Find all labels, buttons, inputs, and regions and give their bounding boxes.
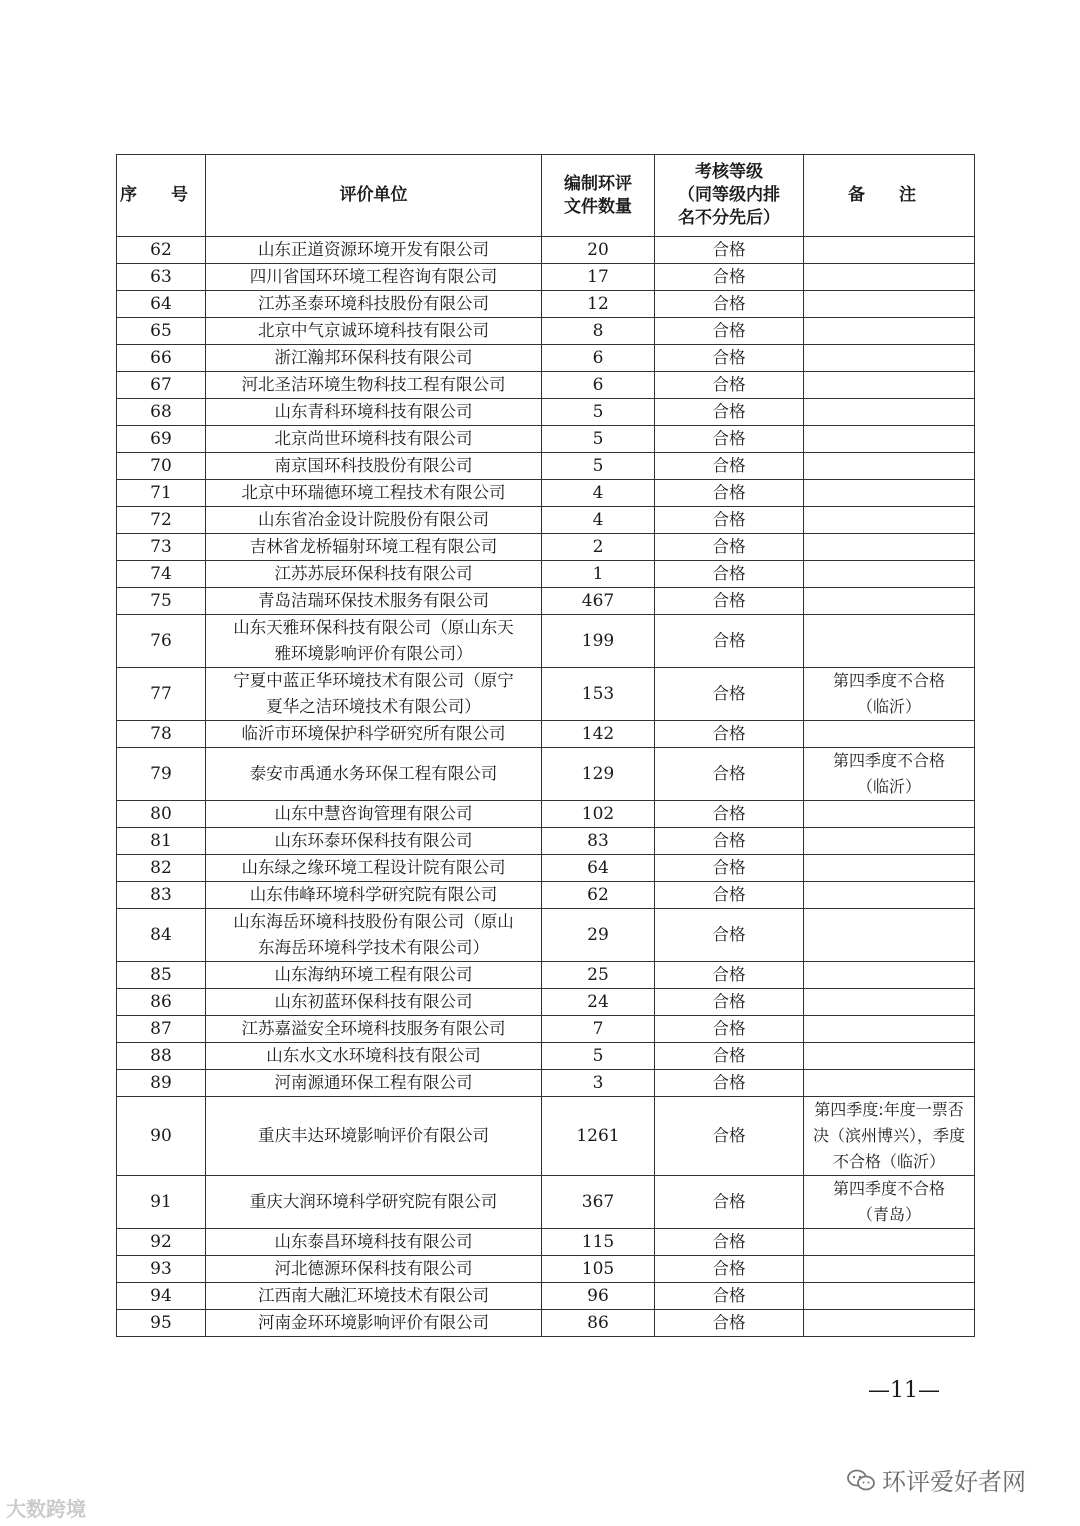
cell-seq: 69 [117, 426, 206, 453]
cell-grade: 合格 [655, 588, 804, 615]
table-row [117, 1043, 975, 1070]
cell-count: 62 [542, 882, 655, 909]
cell-count: 20 [542, 237, 655, 264]
cell-grade: 合格 [655, 345, 804, 372]
cell-remark [804, 426, 975, 453]
cell-unit: 泰安市禹通水务环保工程有限公司 [206, 748, 542, 801]
cell-count: 29 [542, 909, 655, 962]
cell-remark [804, 1256, 975, 1283]
cell-count: 25 [542, 962, 655, 989]
cell-remark [804, 828, 975, 855]
cell-grade: 合格 [655, 1283, 804, 1310]
watermark-right-text: 环评爱好者网 [882, 1468, 1026, 1496]
table-row [117, 480, 975, 507]
cell-count: 4 [542, 507, 655, 534]
cell-grade: 合格 [655, 507, 804, 534]
cell-unit: 山东初蓝环保科技有限公司 [206, 989, 542, 1016]
table-row [117, 1097, 975, 1176]
cell-count: 2 [542, 534, 655, 561]
cell-unit: 南京国环科技股份有限公司 [206, 453, 542, 480]
cell-unit: 河南金环环境影响评价有限公司 [206, 1310, 542, 1337]
cell-grade: 合格 [655, 615, 804, 668]
table-row [117, 1229, 975, 1256]
cell-count: 96 [542, 1283, 655, 1310]
cell-remark: 第四季度不合格 （临沂） [804, 668, 975, 721]
table-row [117, 721, 975, 748]
cell-unit: 山东天雅环保科技有限公司（原山东天 雅环境影响评价有限公司） [206, 615, 542, 668]
cell-seq: 84 [117, 909, 206, 962]
cell-grade: 合格 [655, 291, 804, 318]
table-row [117, 801, 975, 828]
cell-unit: 山东伟峰环境科学研究院有限公司 [206, 882, 542, 909]
cell-grade: 合格 [655, 426, 804, 453]
cell-seq: 90 [117, 1097, 206, 1176]
cell-unit: 山东环泰环保科技有限公司 [206, 828, 542, 855]
cell-count: 7 [542, 1016, 655, 1043]
cell-count: 102 [542, 801, 655, 828]
cell-count: 142 [542, 721, 655, 748]
table-row [117, 399, 975, 426]
cell-grade: 合格 [655, 1097, 804, 1176]
cell-count: 8 [542, 318, 655, 345]
cell-grade: 合格 [655, 1310, 804, 1337]
cell-remark [804, 1043, 975, 1070]
table-row [117, 291, 975, 318]
table-row [117, 264, 975, 291]
cell-seq: 81 [117, 828, 206, 855]
cell-seq: 88 [117, 1043, 206, 1070]
table-row [117, 372, 975, 399]
cell-unit: 河南源通环保工程有限公司 [206, 1070, 542, 1097]
cell-remark: 第四季度:年度一票否 决（滨州博兴），季度 不合格（临沂） [804, 1097, 975, 1176]
cell-grade: 合格 [655, 962, 804, 989]
cell-count: 6 [542, 372, 655, 399]
cell-count: 5 [542, 1043, 655, 1070]
cell-count: 105 [542, 1256, 655, 1283]
cell-remark: 第四季度不合格 （青岛） [804, 1176, 975, 1229]
cell-remark [804, 507, 975, 534]
cell-grade: 合格 [655, 989, 804, 1016]
cell-count: 5 [542, 399, 655, 426]
cell-seq: 74 [117, 561, 206, 588]
cell-unit: 青岛洁瑞环保技术服务有限公司 [206, 588, 542, 615]
header-seq: 序 号 [117, 155, 206, 237]
cell-seq: 73 [117, 534, 206, 561]
cell-remark [804, 399, 975, 426]
cell-grade: 合格 [655, 1176, 804, 1229]
cell-grade: 合格 [655, 748, 804, 801]
cell-count: 467 [542, 588, 655, 615]
cell-count: 153 [542, 668, 655, 721]
cell-remark [804, 291, 975, 318]
cell-remark [804, 855, 975, 882]
cell-remark [804, 1070, 975, 1097]
header-remark: 备 注 [804, 155, 975, 237]
table-row [117, 561, 975, 588]
cell-grade: 合格 [655, 318, 804, 345]
cell-seq: 86 [117, 989, 206, 1016]
header-count: 编制环评 文件数量 [542, 155, 655, 237]
cell-remark [804, 588, 975, 615]
cell-grade: 合格 [655, 855, 804, 882]
cell-seq: 79 [117, 748, 206, 801]
cell-remark [804, 882, 975, 909]
cell-count: 129 [542, 748, 655, 801]
cell-count: 115 [542, 1229, 655, 1256]
table-row [117, 318, 975, 345]
cell-unit: 四川省国环环境工程咨询有限公司 [206, 264, 542, 291]
cell-grade: 合格 [655, 399, 804, 426]
cell-count: 5 [542, 453, 655, 480]
cell-count: 1 [542, 561, 655, 588]
cell-unit: 山东绿之缘环境工程设计院有限公司 [206, 855, 542, 882]
table-row [117, 1070, 975, 1097]
evaluation-table [116, 154, 975, 1337]
cell-remark [804, 909, 975, 962]
cell-unit: 山东水文水环境科技有限公司 [206, 1043, 542, 1070]
cell-grade: 合格 [655, 882, 804, 909]
table-row [117, 855, 975, 882]
table-row [117, 426, 975, 453]
cell-grade: 合格 [655, 1043, 804, 1070]
cell-grade: 合格 [655, 264, 804, 291]
cell-seq: 80 [117, 801, 206, 828]
table-row [117, 507, 975, 534]
cell-seq: 76 [117, 615, 206, 668]
cell-count: 86 [542, 1310, 655, 1337]
cell-seq: 62 [117, 237, 206, 264]
cell-seq: 70 [117, 453, 206, 480]
cell-seq: 66 [117, 345, 206, 372]
cell-unit: 重庆大润环境科学研究院有限公司 [206, 1176, 542, 1229]
cell-remark [804, 989, 975, 1016]
wechat-icon [846, 1468, 876, 1492]
cell-remark [804, 345, 975, 372]
cell-seq: 77 [117, 668, 206, 721]
cell-seq: 94 [117, 1283, 206, 1310]
cell-unit: 临沂市环境保护科学研究所有限公司 [206, 721, 542, 748]
cell-seq: 72 [117, 507, 206, 534]
cell-count: 64 [542, 855, 655, 882]
cell-seq: 63 [117, 264, 206, 291]
cell-seq: 95 [117, 1310, 206, 1337]
cell-grade: 合格 [655, 534, 804, 561]
table-row [117, 237, 975, 264]
table-row [117, 615, 975, 668]
cell-unit: 山东海岳环境科技股份有限公司（原山 东海岳环境科学技术有限公司） [206, 909, 542, 962]
cell-unit: 北京中气京诚环境科技有限公司 [206, 318, 542, 345]
cell-count: 4 [542, 480, 655, 507]
cell-unit: 江苏圣泰环境科技股份有限公司 [206, 291, 542, 318]
table-row [117, 1283, 975, 1310]
document-table-container [116, 154, 974, 1337]
cell-unit: 江苏苏辰环保科技有限公司 [206, 561, 542, 588]
table-row [117, 828, 975, 855]
cell-unit: 山东正道资源环境开发有限公司 [206, 237, 542, 264]
cell-unit: 江苏嘉溢安全环境科技服务有限公司 [206, 1016, 542, 1043]
cell-remark [804, 801, 975, 828]
cell-grade: 合格 [655, 1070, 804, 1097]
cell-seq: 91 [117, 1176, 206, 1229]
cell-seq: 78 [117, 721, 206, 748]
table-row [117, 989, 975, 1016]
cell-count: 1261 [542, 1097, 655, 1176]
table-header-row [117, 155, 975, 237]
cell-remark [804, 264, 975, 291]
cell-seq: 89 [117, 1070, 206, 1097]
cell-grade: 合格 [655, 828, 804, 855]
cell-remark: 第四季度不合格 （临沂） [804, 748, 975, 801]
table-row [117, 1016, 975, 1043]
cell-unit: 北京尚世环境科技有限公司 [206, 426, 542, 453]
table-row [117, 962, 975, 989]
cell-count: 17 [542, 264, 655, 291]
cell-seq: 68 [117, 399, 206, 426]
cell-grade: 合格 [655, 909, 804, 962]
cell-seq: 75 [117, 588, 206, 615]
cell-count: 24 [542, 989, 655, 1016]
cell-grade: 合格 [655, 801, 804, 828]
cell-count: 199 [542, 615, 655, 668]
cell-count: 5 [542, 426, 655, 453]
cell-seq: 93 [117, 1256, 206, 1283]
page-number: —11— [868, 1378, 940, 1403]
watermark-left-text: 大数跨境 [6, 1497, 86, 1521]
cell-grade: 合格 [655, 453, 804, 480]
cell-unit: 山东海纳环境工程有限公司 [206, 962, 542, 989]
cell-seq: 82 [117, 855, 206, 882]
cell-remark [804, 1310, 975, 1337]
watermark-right [846, 1462, 1026, 1497]
cell-grade: 合格 [655, 668, 804, 721]
cell-remark [804, 1229, 975, 1256]
cell-grade: 合格 [655, 721, 804, 748]
cell-grade: 合格 [655, 372, 804, 399]
table-row [117, 909, 975, 962]
cell-count: 6 [542, 345, 655, 372]
cell-seq: 92 [117, 1229, 206, 1256]
cell-seq: 67 [117, 372, 206, 399]
cell-seq: 71 [117, 480, 206, 507]
table-row [117, 882, 975, 909]
table-body [117, 237, 975, 1337]
cell-grade: 合格 [655, 480, 804, 507]
cell-remark [804, 561, 975, 588]
table-row [117, 1256, 975, 1283]
cell-unit: 宁夏中蓝正华环境技术有限公司（原宁 夏华之洁环境技术有限公司） [206, 668, 542, 721]
table-row [117, 1176, 975, 1229]
cell-remark [804, 1016, 975, 1043]
watermark-left [6, 1493, 86, 1522]
cell-unit: 河北德源环保科技有限公司 [206, 1256, 542, 1283]
cell-seq: 65 [117, 318, 206, 345]
cell-grade: 合格 [655, 1229, 804, 1256]
cell-remark [804, 962, 975, 989]
cell-seq: 83 [117, 882, 206, 909]
cell-grade: 合格 [655, 561, 804, 588]
cell-grade: 合格 [655, 1016, 804, 1043]
cell-unit: 吉林省龙桥辐射环境工程有限公司 [206, 534, 542, 561]
header-unit: 评价单位 [206, 155, 542, 237]
cell-remark [804, 372, 975, 399]
cell-remark [804, 480, 975, 507]
cell-unit: 重庆丰达环境影响评价有限公司 [206, 1097, 542, 1176]
cell-seq: 64 [117, 291, 206, 318]
cell-seq: 85 [117, 962, 206, 989]
cell-unit: 江西南大融汇环境技术有限公司 [206, 1283, 542, 1310]
cell-remark [804, 318, 975, 345]
cell-remark [804, 615, 975, 668]
header-grade: 考核等级 （同等级内排 名不分先后） [655, 155, 804, 237]
cell-unit: 浙江瀚邦环保科技有限公司 [206, 345, 542, 372]
cell-unit: 山东省冶金设计院股份有限公司 [206, 507, 542, 534]
cell-unit: 山东青科环境科技有限公司 [206, 399, 542, 426]
cell-unit: 山东泰昌环境科技有限公司 [206, 1229, 542, 1256]
cell-remark [804, 1283, 975, 1310]
table-row [117, 453, 975, 480]
cell-count: 83 [542, 828, 655, 855]
table-row [117, 588, 975, 615]
cell-unit: 北京中环瑞德环境工程技术有限公司 [206, 480, 542, 507]
cell-seq: 87 [117, 1016, 206, 1043]
cell-grade: 合格 [655, 1256, 804, 1283]
table-row [117, 668, 975, 721]
cell-count: 3 [542, 1070, 655, 1097]
table-row [117, 345, 975, 372]
table-row [117, 1310, 975, 1337]
cell-remark [804, 237, 975, 264]
cell-remark [804, 534, 975, 561]
cell-count: 367 [542, 1176, 655, 1229]
cell-remark [804, 453, 975, 480]
cell-count: 12 [542, 291, 655, 318]
table-row [117, 534, 975, 561]
cell-remark [804, 721, 975, 748]
cell-unit: 山东中慧咨询管理有限公司 [206, 801, 542, 828]
cell-unit: 河北圣洁环境生物科技工程有限公司 [206, 372, 542, 399]
cell-grade: 合格 [655, 237, 804, 264]
table-row [117, 748, 975, 801]
